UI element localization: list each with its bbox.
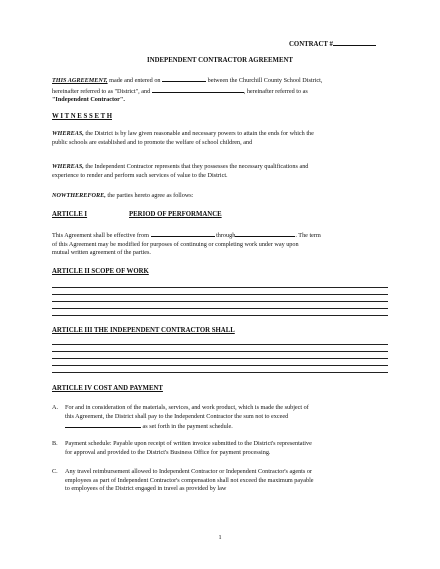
article-1-text-1: This Agreement shall be effective from — [52, 232, 151, 239]
start-date-blank[interactable] — [151, 230, 215, 237]
document-title: INDEPENDENT CONTRACTOR AGREEMENT — [147, 57, 293, 64]
nowtherefore-text: the parties hereto agree as follows: — [105, 192, 194, 199]
intro-text-5: "Independent Contractor". — [52, 96, 125, 104]
end-date-blank[interactable] — [235, 230, 295, 237]
intro-text-1: made and entered on — [107, 77, 163, 84]
contract-label: CONTRACT # — [289, 41, 333, 48]
whereas-text-1b: public schools are established and to promote the welfare of school children, and — [52, 138, 253, 146]
whereas-text-2b: experience to render and perform such services of value to the District. — [52, 171, 228, 179]
item-label-b: B. — [52, 440, 58, 447]
contractor-name-blank[interactable] — [152, 86, 244, 93]
item-c-text-2: employees as part of Independent Contractor's compensation shall not exceed the maximum payable — [65, 476, 314, 484]
article-1-heading: ARTICLE I — [52, 211, 88, 218]
page-number: 1 — [218, 534, 222, 541]
contractor-shall-line-3[interactable] — [52, 358, 388, 359]
contract-number-blank[interactable] — [333, 39, 376, 46]
whereas-text-2: the Independent Contractor represents that they possesses the necessary qualifications and — [83, 163, 309, 170]
article-1-subheading: PERIOD OF PERFORMANCE — [129, 211, 222, 218]
contract-number-line — [289, 39, 376, 50]
intro-text-4: , hereinafter referred to as — [243, 87, 308, 95]
item-label-a: A. — [52, 404, 59, 411]
scope-line-3[interactable] — [52, 301, 388, 302]
intro-text-3: hereinafter referred to as "District", and — [52, 87, 152, 95]
item-a-text-1: For and in consideration of the materials, services, and work product, which is made the subject of — [65, 404, 309, 411]
date-blank[interactable] — [162, 75, 206, 82]
article-2-heading: ARTICLE II SCOPE OF WORK — [52, 268, 149, 275]
item-c-text-1: Any travel reimbursement allowed to Independent Contractor or Independent Contractor's agents or — [65, 468, 312, 475]
item-a-text-3: as set forth in the payment schedule. — [141, 423, 233, 431]
scope-line-4[interactable] — [52, 308, 388, 309]
contractor-shall-line-4[interactable] — [52, 365, 388, 366]
scope-line-5[interactable] — [52, 315, 388, 316]
article-3-heading: ARTICLE III THE INDEPENDENT CONTRACTOR SHALL — [52, 327, 235, 334]
item-label-c: C. — [52, 468, 58, 475]
witnesseth-heading: W I T N E S S E T H — [52, 113, 113, 120]
whereas-paragraph-2 — [52, 163, 388, 180]
article-1-text-3: . The term — [295, 232, 321, 239]
intro-lead: THIS AGREEMENT, — [52, 77, 108, 84]
item-c-text-3: to employees of the District engaged in travel as provided by law — [65, 485, 227, 493]
whereas-lead-1: WHEREAS, — [52, 130, 84, 137]
item-b-text-2: for approval and provided to the District's Business Office for payment processing. — [65, 448, 271, 456]
item-a-text-2: this Agreement, the District shall pay to the Independent Contractor the sum not to exceed — [65, 412, 289, 420]
amount-blank[interactable] — [65, 421, 141, 428]
nowtherefore-lead: NOWTHEREFORE, — [52, 192, 106, 199]
scope-line-2[interactable] — [52, 294, 388, 295]
article-1-text-2: through — [214, 232, 236, 239]
article-1-text-5: mutual written agreement of the parties. — [52, 249, 151, 257]
intro-paragraph — [52, 75, 388, 105]
scope-line-1[interactable] — [52, 287, 388, 288]
whereas-lead-2: WHEREAS, — [52, 163, 84, 170]
contractor-shall-line-1[interactable] — [52, 344, 388, 345]
contractor-shall-line-2[interactable] — [52, 351, 388, 352]
intro-text-2: between the Churchill County School District, — [206, 77, 323, 84]
article-4-heading: ARTICLE IV COST AND PAYMENT — [52, 385, 163, 392]
article-1-text-4: of this Agreement may be modified for purposes of continuing or completing work under way upon — [52, 240, 299, 248]
contractor-shall-line-5[interactable] — [52, 372, 388, 373]
item-b-text-1: Payment schedule: Payable upon receipt of written invoice submitted to the District's representative — [65, 440, 312, 447]
whereas-paragraph-1 — [52, 130, 388, 147]
nowtherefore-paragraph — [52, 192, 388, 201]
whereas-text-1: the District is by law given reasonable and necessary powers to attain the ends for which the — [83, 130, 314, 137]
article-1-paragraph — [52, 230, 388, 258]
